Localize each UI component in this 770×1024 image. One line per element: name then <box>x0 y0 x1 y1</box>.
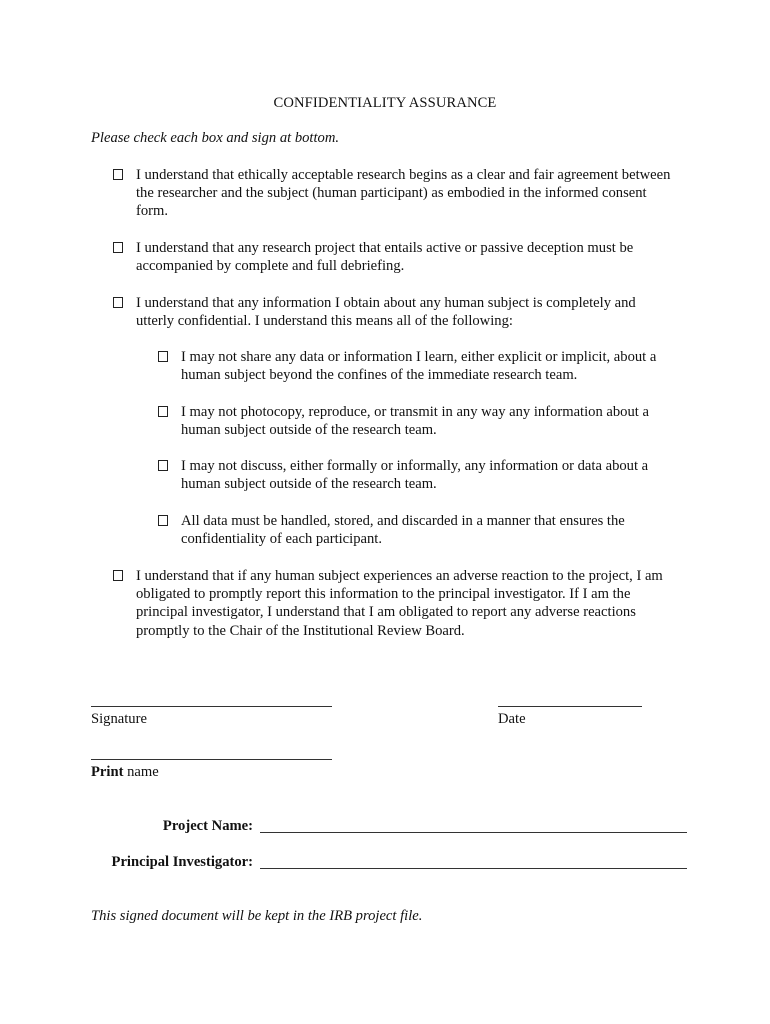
signature-label: Signature <box>91 711 147 727</box>
checklist-item-text: I may not discuss, either formally or informally, any information or data about a human subject outside of the research team. <box>181 458 649 493</box>
checklist-item-text: I understand that any research project that entails active or passive deception must be accompanied by complete and full debriefing. <box>136 240 634 275</box>
checklist-item-ethics <box>113 166 673 221</box>
principal-investigator-field[interactable] <box>260 868 687 869</box>
checklist-item-text: All data must be handled, stored, and discarded in a manner that ensures the confidentiality of each participant. <box>181 513 625 548</box>
checkbox[interactable] <box>158 460 168 471</box>
checklist-item-text: I may not share any data or information I learn, either explicit or implicit, about a human subject beyond the confines of the immediate research team. <box>181 349 657 384</box>
checkbox[interactable] <box>113 242 123 253</box>
checkbox[interactable] <box>113 297 123 308</box>
checkbox[interactable] <box>113 570 123 581</box>
checklist-subitem-no-discussion <box>158 457 678 493</box>
project-name-field[interactable] <box>260 832 687 833</box>
footer-note: This signed document will be kept in the IRB project file. <box>91 908 423 924</box>
checklist-item-text: I understand that any information I obtain about any human subject is completely and utterly confidential. I understand this means all of the following: <box>136 295 636 330</box>
checklist-item-debriefing <box>113 239 673 275</box>
checklist-item-confidentiality <box>113 294 673 330</box>
checklist-subitem-no-sharing <box>158 348 678 384</box>
date-label: Date <box>498 711 526 727</box>
date-line[interactable] <box>498 706 642 707</box>
checkbox[interactable] <box>158 351 168 362</box>
document-title: CONFIDENTIALITY ASSURANCE <box>273 95 497 111</box>
print-name-label <box>91 763 159 781</box>
print-bold-label: Print <box>91 764 124 780</box>
checkbox[interactable] <box>158 515 168 526</box>
print-name-rest: name <box>123 764 159 780</box>
checklist-item-text: I may not photocopy, reproduce, or transmit in any way any information about a human subject outside of the research team. <box>181 404 649 439</box>
checklist-item-text: I understand that if any human subject experiences an adverse reaction to the project, I am obligated to promptly report this information to the principal investigator. If I am the principal investigator, I understand that I am obligated to report any adverse reactions promptly to the Chair of the Institutional Review Board. <box>136 568 663 639</box>
instruction-text: Please check each box and sign at bottom. <box>91 130 340 146</box>
checkbox[interactable] <box>158 406 168 417</box>
print-name-line[interactable] <box>91 759 332 760</box>
signature-line[interactable] <box>91 706 332 707</box>
checklist-subitem-data-handling <box>158 512 678 548</box>
checklist-subitem-no-photocopy <box>158 403 678 439</box>
project-name-label: Project Name: <box>162 818 253 834</box>
checklist-item-adverse-reaction <box>113 567 673 640</box>
checklist-item-text: I understand that ethically acceptable research begins as a clear and fair agreement between the researcher and the subject (human participant) as embodied in the informed consent form. <box>136 167 671 220</box>
principal-investigator-label: Principal Investigator: <box>111 854 253 870</box>
checkbox[interactable] <box>113 169 123 180</box>
